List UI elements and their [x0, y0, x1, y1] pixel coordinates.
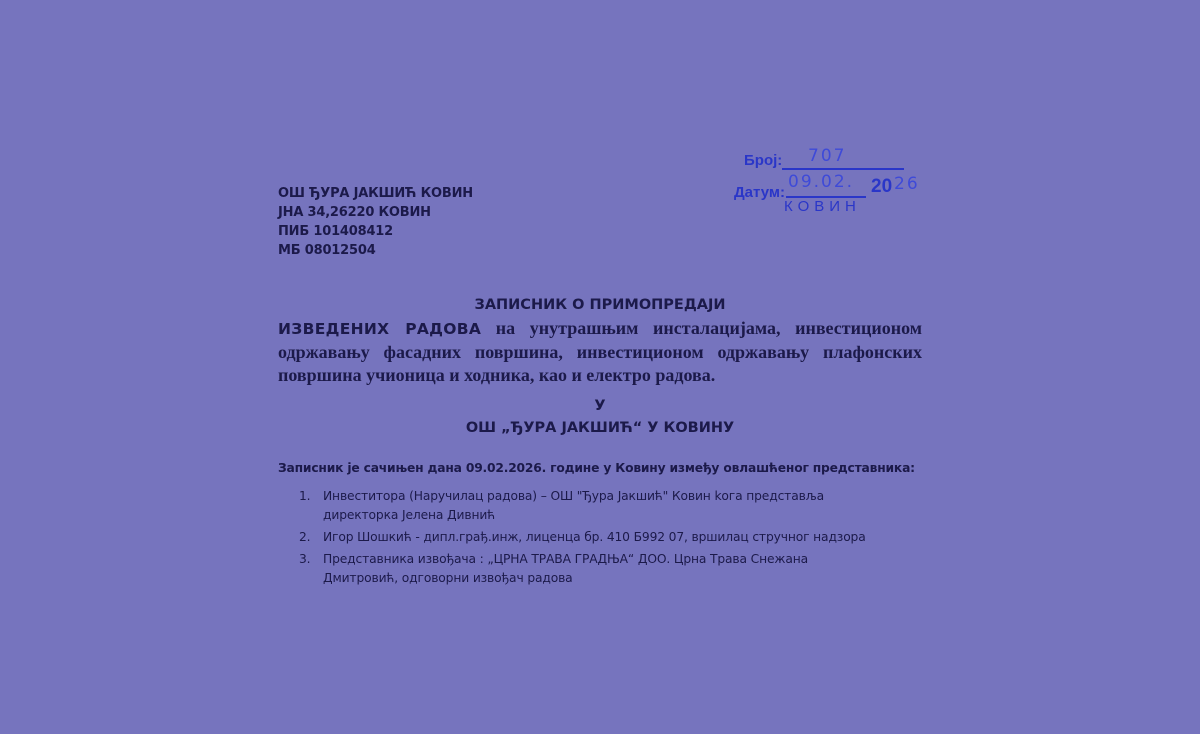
list-item	[296, 487, 876, 525]
list-text: Игор Шошкић - дипл.грађ.инж, лиценца бр. 410 Б992 07, вршилац стручног надзора	[323, 530, 866, 544]
registry-stamp	[730, 140, 950, 220]
list-number: 3.	[299, 552, 311, 566]
list-item	[296, 528, 876, 547]
stamp-date-label: Датум:	[734, 184, 785, 201]
list-item	[296, 550, 876, 588]
stamp-date-value: 09.02.	[788, 172, 855, 192]
stamp-place: КОВИН	[784, 198, 861, 215]
list-text: Инвеститора (Наручилац радова) – ОШ "Ђура Јакшић" Ковин kога представља директорка Јелена Дивнић	[323, 489, 825, 522]
school-mb: МБ 08012504	[278, 243, 376, 258]
school-name: ОШ ЂУРА ЈАКШИЋ КОВИН	[278, 186, 473, 201]
parties-list	[296, 487, 876, 591]
list-number: 2.	[299, 530, 311, 544]
school-pib: ПИБ 101408412	[278, 224, 394, 239]
stamp-year-printed: 20	[871, 176, 893, 197]
preposition-u: У	[594, 398, 606, 414]
school-address: ЈНА 34,26220 КОВИН	[278, 205, 431, 220]
stamp-number-value: 707	[808, 146, 847, 166]
stamp-year-handwritten: 26	[894, 174, 920, 194]
document-subject	[278, 317, 922, 387]
stamp-number-label: Број:	[744, 152, 783, 169]
list-text: Представника извођача : „ЦРНА ТРАВА ГРАДЊА“ ДОО. Црна Трава Снежана Дмитровић, одговорни извођач радова	[323, 552, 808, 585]
list-number: 1.	[299, 489, 311, 503]
stamp-number-underline	[782, 168, 904, 170]
subject-body: на унутрашњим инсталацијама, инвестиционом одржавању фасадних површина, инвестиционом одржавању плафонских површина учионица и ходника, као и електро радова.	[278, 318, 922, 385]
subject-lead: ИЗВЕДЕНИХ РАДОВА	[278, 320, 482, 338]
document-title: ЗАПИСНИК О ПРИМОПРЕДАЈИ	[474, 297, 726, 313]
record-intro: Записник је сачињен дана 09.02.2026. године у Ковину између овлашћеног представника:	[278, 461, 915, 475]
school-title: ОШ „ЂУРА ЈАКШИЋ“ У КОВИНУ	[465, 420, 735, 436]
